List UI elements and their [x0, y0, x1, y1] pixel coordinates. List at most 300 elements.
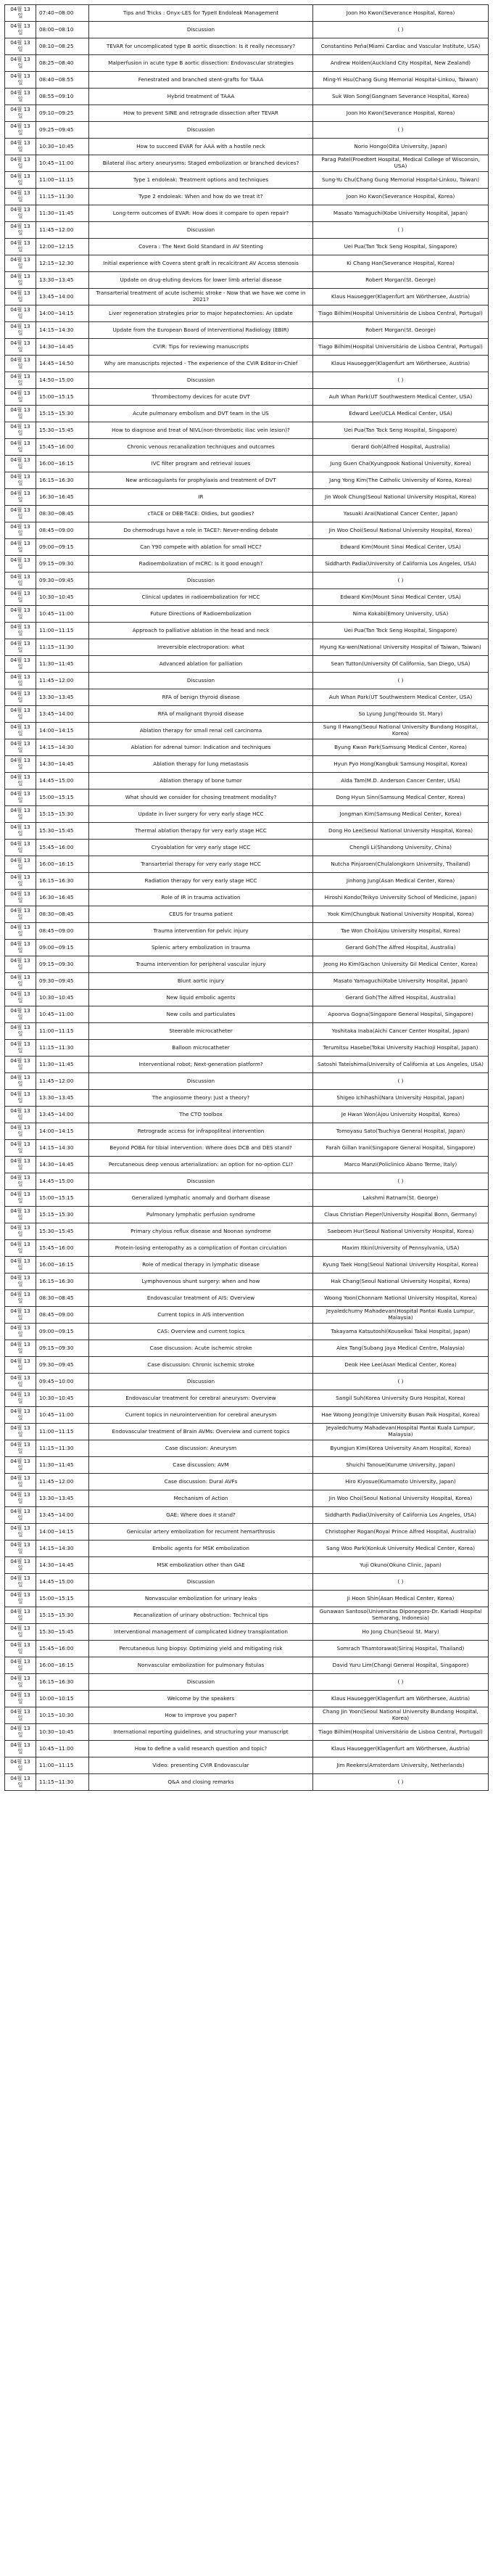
schedule-row — [5, 1357, 489, 1374]
session-time: 11:45~12:00 — [36, 1073, 89, 1090]
schedule-row — [5, 1457, 489, 1474]
session-speaker: Tomoyasu Sato(Tsuchiya General Hospital, Japan) — [313, 1123, 489, 1140]
schedule-row — [5, 1073, 489, 1090]
session-time: 08:40~08:55 — [36, 72, 89, 89]
session-topic: How to improve you paper? — [89, 1707, 313, 1724]
session-time: 09:00~09:15 — [36, 1324, 89, 1340]
session-date: 04월 13일 — [5, 1707, 36, 1724]
session-time: 09:15~09:30 — [36, 556, 89, 573]
session-topic: Mechanism of Action — [89, 1490, 313, 1507]
session-topic: Discussion — [89, 1374, 313, 1390]
session-date: 04월 13일 — [5, 1574, 36, 1591]
session-time: 13:45~14:00 — [36, 1507, 89, 1524]
session-time: 09:25~09:45 — [36, 122, 89, 139]
session-date: 04월 13일 — [5, 372, 36, 389]
session-date: 04월 13일 — [5, 1490, 36, 1507]
session-time: 16:15~16:30 — [36, 873, 89, 890]
schedule-row — [5, 1440, 489, 1457]
session-topic: How to diagnose and treat of NIVL(non-thrombotic iliac vein lesion)? — [89, 422, 313, 439]
schedule-row — [5, 1591, 489, 1607]
session-topic: Discussion — [89, 1574, 313, 1591]
session-topic: cTACE or DEB-TACE: Oldies, but goodies? — [89, 506, 313, 522]
schedule-row — [5, 55, 489, 72]
session-topic: How to define a valid research question and topic? — [89, 1741, 313, 1757]
session-time: 14:00~14:15 — [36, 1524, 89, 1541]
schedule-row — [5, 456, 489, 472]
session-date: 04월 13일 — [5, 1090, 36, 1107]
schedule-row — [5, 155, 489, 172]
session-speaker: Siddharth Padia(University of California Los Angeles, USA) — [313, 556, 489, 573]
schedule-row — [5, 956, 489, 973]
session-speaker: Hyung Ka-wen(National University Hospital of Taiwan, Taiwan) — [313, 639, 489, 656]
schedule-row — [5, 272, 489, 289]
session-date: 04월 13일 — [5, 1190, 36, 1207]
session-date: 04월 13일 — [5, 906, 36, 923]
session-date: 04월 13일 — [5, 472, 36, 489]
session-speaker: Norio Hongo(Oita University, Japan) — [313, 139, 489, 155]
session-speaker: Auh Whan Park(UT Southwestern Medical Center, USA) — [313, 389, 489, 406]
session-time: 15:30~15:45 — [36, 1223, 89, 1240]
session-topic: Approach to palliative ablation in the head and neck — [89, 623, 313, 639]
session-topic: Balloon microcatheter — [89, 1040, 313, 1057]
session-time: 09:30~09:45 — [36, 1357, 89, 1374]
session-speaker: Gerard Goh(The Alfred Hospital, Australia) — [313, 940, 489, 956]
session-topic: Discussion — [89, 122, 313, 139]
session-speaker: Hak Chang(Seoul National University Hospital, Korea) — [313, 1273, 489, 1290]
session-topic: Irreversible electroporation: what — [89, 639, 313, 656]
schedule-row — [5, 1290, 489, 1307]
schedule-row — [5, 1524, 489, 1541]
schedule-row — [5, 890, 489, 906]
session-topic: Discussion — [89, 1073, 313, 1090]
session-date: 04월 13일 — [5, 890, 36, 906]
session-speaker: Uei Pua(Tan Tock Seng Hospital, Singapore) — [313, 239, 489, 255]
session-date: 04월 13일 — [5, 38, 36, 55]
session-speaker: Edward Lee(UCLA Medical Center, USA) — [313, 406, 489, 422]
session-time: 08:45~09:00 — [36, 1307, 89, 1324]
session-speaker: Yuji Okuno(Okuno Clinic, Japan) — [313, 1557, 489, 1574]
session-time: 13:45~14:00 — [36, 706, 89, 723]
schedule-row — [5, 1741, 489, 1757]
session-time: 12:00~12:15 — [36, 239, 89, 255]
session-topic: Case discussion: Chronic ischemic stroke — [89, 1357, 313, 1374]
session-time: 13:30~13:45 — [36, 689, 89, 706]
session-speaker: Parag Patel(Froedtert Hospital, Medical College of Wisconsin, USA) — [313, 155, 489, 172]
session-date: 04월 13일 — [5, 239, 36, 255]
session-date: 04월 13일 — [5, 522, 36, 539]
session-date: 04월 13일 — [5, 1207, 36, 1223]
session-date: 04월 13일 — [5, 55, 36, 72]
session-speaker: Lakshmi Ratnam(St. George) — [313, 1190, 489, 1207]
session-date: 04월 13일 — [5, 1107, 36, 1123]
session-speaker: Jim Reekers(Amsterdam University, Netherlands) — [313, 1757, 489, 1774]
session-topic: Recanalization of urinary obstruction: Technical tips — [89, 1607, 313, 1624]
schedule-row — [5, 1190, 489, 1207]
session-time: 09:00~09:15 — [36, 539, 89, 556]
session-topic: Beyond POBA for tibial intervention: Where does DCB and DES stand? — [89, 1140, 313, 1157]
session-date: 04월 13일 — [5, 623, 36, 639]
session-time: 14:15~14:30 — [36, 1541, 89, 1557]
schedule-row — [5, 1240, 489, 1257]
schedule-row — [5, 339, 489, 356]
session-date: 04월 13일 — [5, 1273, 36, 1290]
session-time: 09:30~09:45 — [36, 973, 89, 990]
session-date: 04월 13일 — [5, 89, 36, 105]
session-date: 04월 13일 — [5, 739, 36, 756]
session-time: 11:30~11:45 — [36, 1457, 89, 1474]
session-speaker: Jin Woo Choi(Seoul National University Hospital, Korea) — [313, 522, 489, 539]
session-speaker: Dong Hyun Sinn(Samsung Medical Center, Korea) — [313, 789, 489, 806]
session-topic: Embolic agents for MSK embolization — [89, 1541, 313, 1557]
session-time: 14:00~14:15 — [36, 305, 89, 322]
session-date: 04월 13일 — [5, 556, 36, 573]
session-time: 15:00~15:15 — [36, 1591, 89, 1607]
session-date: 04월 13일 — [5, 1140, 36, 1157]
session-time: 10:30~10:45 — [36, 589, 89, 606]
session-date: 04월 13일 — [5, 22, 36, 38]
schedule-row — [5, 906, 489, 923]
session-topic: New liquid embolic agents — [89, 990, 313, 1006]
schedule-row — [5, 606, 489, 623]
session-date: 04월 13일 — [5, 439, 36, 456]
session-time: 11:00~11:15 — [36, 1757, 89, 1774]
session-date: 04월 13일 — [5, 1724, 36, 1741]
schedule-row — [5, 1057, 489, 1073]
schedule-row — [5, 840, 489, 856]
session-time: 13:30~13:45 — [36, 1090, 89, 1107]
session-date: 04월 13일 — [5, 789, 36, 806]
schedule-row — [5, 1140, 489, 1157]
session-topic: Nonvascular embolization for pulmonary fistulas — [89, 1657, 313, 1674]
session-date: 04월 13일 — [5, 72, 36, 89]
session-time: 13:45~14:00 — [36, 1107, 89, 1123]
schedule-row — [5, 1207, 489, 1223]
session-topic: Blunt aortic injury — [89, 973, 313, 990]
schedule-row — [5, 773, 489, 789]
session-date: 04월 13일 — [5, 255, 36, 272]
session-time: 10:45~11:00 — [36, 1741, 89, 1757]
session-time: 08:00~08:10 — [36, 22, 89, 38]
session-topic: Endovascular treatment of AIS: Overview — [89, 1290, 313, 1307]
session-time: 11:15~11:30 — [36, 1040, 89, 1057]
schedule-row — [5, 322, 489, 339]
session-date: 04월 13일 — [5, 189, 36, 205]
session-topic: Update on drug-eluting devices for lower limb arterial disease — [89, 272, 313, 289]
session-speaker: ( ) — [313, 1574, 489, 1591]
session-speaker: Ming-Yi Hsu(Chang Gung Memorial Hospital-Linkou, Taiwan) — [313, 72, 489, 89]
session-speaker: Nutcha Pinjaroen(Chulalongkorn University, Thailand) — [313, 856, 489, 873]
session-speaker: Apoorva Gogna(Singapore General Hospital, Singapore) — [313, 1006, 489, 1023]
session-topic: International reporting guidelines, and structuring your manuscript — [89, 1724, 313, 1741]
session-speaker: ( ) — [313, 1674, 489, 1691]
schedule-row — [5, 239, 489, 255]
session-date: 04월 13일 — [5, 139, 36, 155]
session-time: 11:15~11:30 — [36, 1440, 89, 1457]
session-topic: GAE: Where does it stand? — [89, 1507, 313, 1524]
session-topic: Splenic artery embolization in trauma — [89, 940, 313, 956]
session-speaker: Farah Gillan Irani(Singapore General Hospital, Singapore) — [313, 1140, 489, 1157]
session-speaker: Jeong Ho Kim(Gachon University Gil Medical Center, Korea) — [313, 956, 489, 973]
session-topic: Radioembolization of mCRC: Is it good enough? — [89, 556, 313, 573]
session-date: 04월 13일 — [5, 589, 36, 606]
session-date: 04월 13일 — [5, 1257, 36, 1273]
session-speaker: Jang Yong Kim(The Catholic University of Korea, Korea) — [313, 472, 489, 489]
schedule-row — [5, 1023, 489, 1040]
session-topic: Role of medical therapy in lymphatic disease — [89, 1257, 313, 1273]
session-date: 04월 13일 — [5, 1507, 36, 1524]
session-speaker: Nima Kokabi(Emory University, USA) — [313, 606, 489, 623]
session-date: 04월 13일 — [5, 723, 36, 739]
session-time: 16:15~16:30 — [36, 472, 89, 489]
schedule-row — [5, 1691, 489, 1707]
session-speaker: Sangil Suh(Korea University Guro Hospital, Korea) — [313, 1390, 489, 1407]
session-topic: Retrograde access for infrapopliteal intervention — [89, 1123, 313, 1140]
session-time: 15:30~15:45 — [36, 1624, 89, 1641]
session-topic: Discussion — [89, 1674, 313, 1691]
session-date: 04월 13일 — [5, 389, 36, 406]
session-time: 10:30~10:45 — [36, 990, 89, 1006]
schedule-row — [5, 573, 489, 589]
session-date: 04월 13일 — [5, 1123, 36, 1140]
session-date: 04월 13일 — [5, 1641, 36, 1657]
schedule-row — [5, 856, 489, 873]
session-speaker: Robert Morgan(St. George) — [313, 272, 489, 289]
session-topic: Liver regeneration strategies prior to major hepatectomies: An update — [89, 305, 313, 322]
session-time: 09:15~09:30 — [36, 1340, 89, 1357]
session-time: 10:45~11:00 — [36, 1407, 89, 1424]
session-speaker: Auh Whan Park(UT Southwestern Medical Center, USA) — [313, 689, 489, 706]
session-speaker: Alex Tang(Subang Jaya Medical Centre, Malaysia) — [313, 1340, 489, 1357]
session-time: 07:40~08:00 — [36, 5, 89, 22]
session-topic: Thermal ablation therapy for very early stage HCC — [89, 823, 313, 840]
session-time: 08:45~09:00 — [36, 522, 89, 539]
session-topic: Tips and Tricks : Onyx-LES for TypeII Endoleak Management — [89, 5, 313, 22]
session-topic: Interventional management of complicated kidney transplantation — [89, 1624, 313, 1641]
session-topic: Current topics in neurointervention for cerebral aneurysm — [89, 1407, 313, 1424]
session-time: 09:15~09:30 — [36, 956, 89, 973]
session-time: 14:30~14:45 — [36, 1557, 89, 1574]
schedule-row — [5, 5, 489, 22]
session-topic: Primary chylous reflux disease and Noonan syndrome — [89, 1223, 313, 1240]
schedule-row — [5, 1574, 489, 1591]
schedule-row — [5, 539, 489, 556]
session-speaker: Sean Tutton(University Of California, San Diego, USA) — [313, 656, 489, 673]
session-topic: Case discussion: Acute ischemic stroke — [89, 1340, 313, 1357]
session-time: 14:45~15:00 — [36, 1173, 89, 1190]
session-time: 14:00~14:15 — [36, 1123, 89, 1140]
schedule-row — [5, 189, 489, 205]
session-topic: Malperfusion in acute type B aortic dissection: Endovascular strategies — [89, 55, 313, 72]
session-time: 08:45~09:00 — [36, 923, 89, 940]
session-time: 15:15~15:30 — [36, 806, 89, 823]
session-date: 04월 13일 — [5, 1657, 36, 1674]
session-speaker: Edward Kim(Mount Sinai Medical Center, USA) — [313, 539, 489, 556]
session-time: 08:30~08:45 — [36, 1290, 89, 1307]
schedule-row — [5, 1040, 489, 1057]
session-time: 14:15~14:30 — [36, 322, 89, 339]
schedule-row — [5, 222, 489, 239]
schedule-row — [5, 1257, 489, 1273]
session-speaker: Chengli Li(Shandong University, China) — [313, 840, 489, 856]
session-speaker: Tiago Bilhim(Hospital Universitário de Lisboa Central, Portugal) — [313, 305, 489, 322]
session-topic: Ablation therapy for small renal cell carcinoma — [89, 723, 313, 739]
session-speaker: Tiago Bilhim(Hospital Universitário de Lisboa Central, Portugal) — [313, 1724, 489, 1741]
session-date: 04월 13일 — [5, 1424, 36, 1440]
schedule-row — [5, 139, 489, 155]
schedule-row — [5, 1123, 489, 1140]
session-time: 14:30~14:45 — [36, 1157, 89, 1173]
session-date: 04월 13일 — [5, 1474, 36, 1490]
session-time: 09:00~09:15 — [36, 940, 89, 956]
session-speaker: Tae Won Choi(Ajou University Hospital, Korea) — [313, 923, 489, 940]
session-topic: Discussion — [89, 222, 313, 239]
session-date: 04월 13일 — [5, 1440, 36, 1457]
session-time: 16:15~16:30 — [36, 1273, 89, 1290]
schedule-row — [5, 372, 489, 389]
schedule-row — [5, 122, 489, 139]
session-speaker: Shigeo Ichihashi(Nara University Hospital, Japan) — [313, 1090, 489, 1107]
session-date: 04월 13일 — [5, 1023, 36, 1040]
schedule-row — [5, 289, 489, 305]
schedule-row — [5, 1474, 489, 1490]
session-topic: Case discussion: Dural AVFs — [89, 1474, 313, 1490]
schedule-row — [5, 406, 489, 422]
schedule-row — [5, 556, 489, 573]
session-topic: Trauma intervention for peripheral vascular injury — [89, 956, 313, 973]
session-time: 08:25~08:40 — [36, 55, 89, 72]
schedule-row — [5, 823, 489, 840]
session-time: 15:00~15:15 — [36, 1190, 89, 1207]
session-speaker: Ho Jong Chun(Seoul St. Mary) — [313, 1624, 489, 1641]
session-speaker: Yasuaki Arai(National Cancer Center, Japan) — [313, 506, 489, 522]
session-time: 11:15~11:30 — [36, 1774, 89, 1791]
schedule-row — [5, 923, 489, 940]
session-date: 04월 13일 — [5, 940, 36, 956]
session-speaker: Andrew Holden(Auckland City Hospital, New Zealand) — [313, 55, 489, 72]
session-speaker: Takayama Katsutoshi(Kouseikai Takai Hospital, Japan) — [313, 1324, 489, 1340]
session-date: 04월 13일 — [5, 1240, 36, 1257]
session-speaker: Uei Pua(Tan Tock Seng Hospital, Singapore) — [313, 422, 489, 439]
session-date: 04월 13일 — [5, 422, 36, 439]
session-time: 11:00~11:15 — [36, 1424, 89, 1440]
schedule-row — [5, 1157, 489, 1173]
session-time: 10:30~10:45 — [36, 1390, 89, 1407]
session-date: 04월 13일 — [5, 990, 36, 1006]
schedule-row — [5, 706, 489, 723]
session-speaker: ( ) — [313, 1073, 489, 1090]
session-topic: Future Directions of Radioembolization — [89, 606, 313, 623]
session-topic: Do chemodrugs have a role in TACE?: Never-ending debate — [89, 522, 313, 539]
session-time: 11:30~11:45 — [36, 205, 89, 222]
session-date: 04월 13일 — [5, 706, 36, 723]
session-topic: RFA of benign thyroid disease — [89, 689, 313, 706]
session-topic: Nonvascular embolization for urinary leaks — [89, 1591, 313, 1607]
session-time: 15:45~16:00 — [36, 439, 89, 456]
session-time: 15:45~16:00 — [36, 1240, 89, 1257]
schedule-row — [5, 105, 489, 122]
session-date: 04월 13일 — [5, 1541, 36, 1557]
session-date: 04월 13일 — [5, 1390, 36, 1407]
session-date: 04월 13일 — [5, 205, 36, 222]
session-time: 16:00~16:15 — [36, 856, 89, 873]
schedule-row — [5, 1424, 489, 1440]
session-speaker: Hyun Pyo Hong(Kangbuk Samsung Hospital, Korea) — [313, 756, 489, 773]
schedule-row — [5, 305, 489, 322]
session-speaker: ( ) — [313, 673, 489, 689]
schedule-row — [5, 1173, 489, 1190]
session-time: 15:15~15:30 — [36, 1607, 89, 1624]
session-topic: Percutaneous lung biopsy: Optimizing yield and mitigating risk — [89, 1641, 313, 1657]
session-date: 04월 13일 — [5, 1357, 36, 1374]
session-time: 11:45~12:00 — [36, 673, 89, 689]
session-topic: Case discussion: Aneurysm — [89, 1440, 313, 1457]
session-time: 08:10~08:25 — [36, 38, 89, 55]
session-topic: TEVAR for uncomplicated type B aortic dissection: Is it really necessary? — [89, 38, 313, 55]
session-speaker: Gerard Goh(The Alfred Hospital, Australia) — [313, 990, 489, 1006]
session-date: 04월 13일 — [5, 1691, 36, 1707]
session-speaker: Maxim Itkin(University of Pennsylvania, USA) — [313, 1240, 489, 1257]
schedule-row — [5, 1774, 489, 1791]
session-speaker: Saebeom Hur(Seoul National University Hospital, Korea) — [313, 1223, 489, 1240]
schedule-row — [5, 72, 489, 89]
session-speaker: Ki Chang Han(Severance Hospital, Korea) — [313, 255, 489, 272]
session-speaker: Sung Il Hwang(Seoul National University Bundang Hospital, Korea) — [313, 723, 489, 739]
schedule-row — [5, 1407, 489, 1424]
session-speaker: Je Hwan Won(Ajou University Hospital, Korea) — [313, 1107, 489, 1123]
schedule-body — [5, 5, 489, 1791]
session-time: 15:00~15:15 — [36, 789, 89, 806]
session-speaker: Gerard Goh(Alfred Hospital, Australia) — [313, 439, 489, 456]
session-date: 04월 13일 — [5, 339, 36, 356]
schedule-row — [5, 656, 489, 673]
schedule-row — [5, 38, 489, 55]
session-time: 15:30~15:45 — [36, 823, 89, 840]
session-topic: Transarterial treatment of acute ischemic stroke - Now that we have we come in 2021? — [89, 289, 313, 305]
schedule-row — [5, 506, 489, 522]
session-speaker: Terumitsu Hasebe(Tokai University Hachioji Hospital, Japan) — [313, 1040, 489, 1057]
session-time: 11:30~11:45 — [36, 1057, 89, 1073]
session-speaker: Constantino Peña(Miami Cardiac and Vascular Institute, USA) — [313, 38, 489, 55]
session-speaker: Gunawan Santoso(Universitas Diponegoro-Dr. Kariadi Hospital Semarang, Indonesia) — [313, 1607, 489, 1624]
session-time: 16:00~16:15 — [36, 1257, 89, 1273]
session-time: 14:30~14:45 — [36, 339, 89, 356]
session-time: 10:45~11:00 — [36, 1006, 89, 1023]
session-speaker: Hiroshi Kondo(Teikyo University School of Medicine, Japan) — [313, 890, 489, 906]
session-topic: New coils and particulates — [89, 1006, 313, 1023]
session-speaker: Siddharth Padia(University of California Los Angeles, USA) — [313, 1507, 489, 1524]
session-speaker: Klaus Hausegger(Klagenfurt am Wörthersee, Austria) — [313, 1691, 489, 1707]
schedule-row — [5, 1374, 489, 1390]
session-topic: Steerable microcatheter — [89, 1023, 313, 1040]
session-time: 16:15~16:30 — [36, 1674, 89, 1691]
session-topic: IR — [89, 489, 313, 506]
session-topic: Welcome by the speakers — [89, 1691, 313, 1707]
session-topic: Ablation therapy of bone tumor — [89, 773, 313, 789]
schedule-row — [5, 739, 489, 756]
schedule-row — [5, 22, 489, 38]
session-speaker: Masato Yamaguchi(Kobe University Hospital, Japan) — [313, 205, 489, 222]
schedule-row — [5, 1674, 489, 1691]
session-date: 04월 13일 — [5, 105, 36, 122]
session-speaker: Joon Ho Kwon(Severance Hospital, Korea) — [313, 5, 489, 22]
session-date: 04월 13일 — [5, 1607, 36, 1624]
session-date: 04월 13일 — [5, 773, 36, 789]
session-date: 04월 13일 — [5, 1006, 36, 1023]
session-time: 13:30~13:45 — [36, 1490, 89, 1507]
session-date: 04월 13일 — [5, 1374, 36, 1390]
session-date: 04월 13일 — [5, 1040, 36, 1057]
session-date: 04월 13일 — [5, 606, 36, 623]
